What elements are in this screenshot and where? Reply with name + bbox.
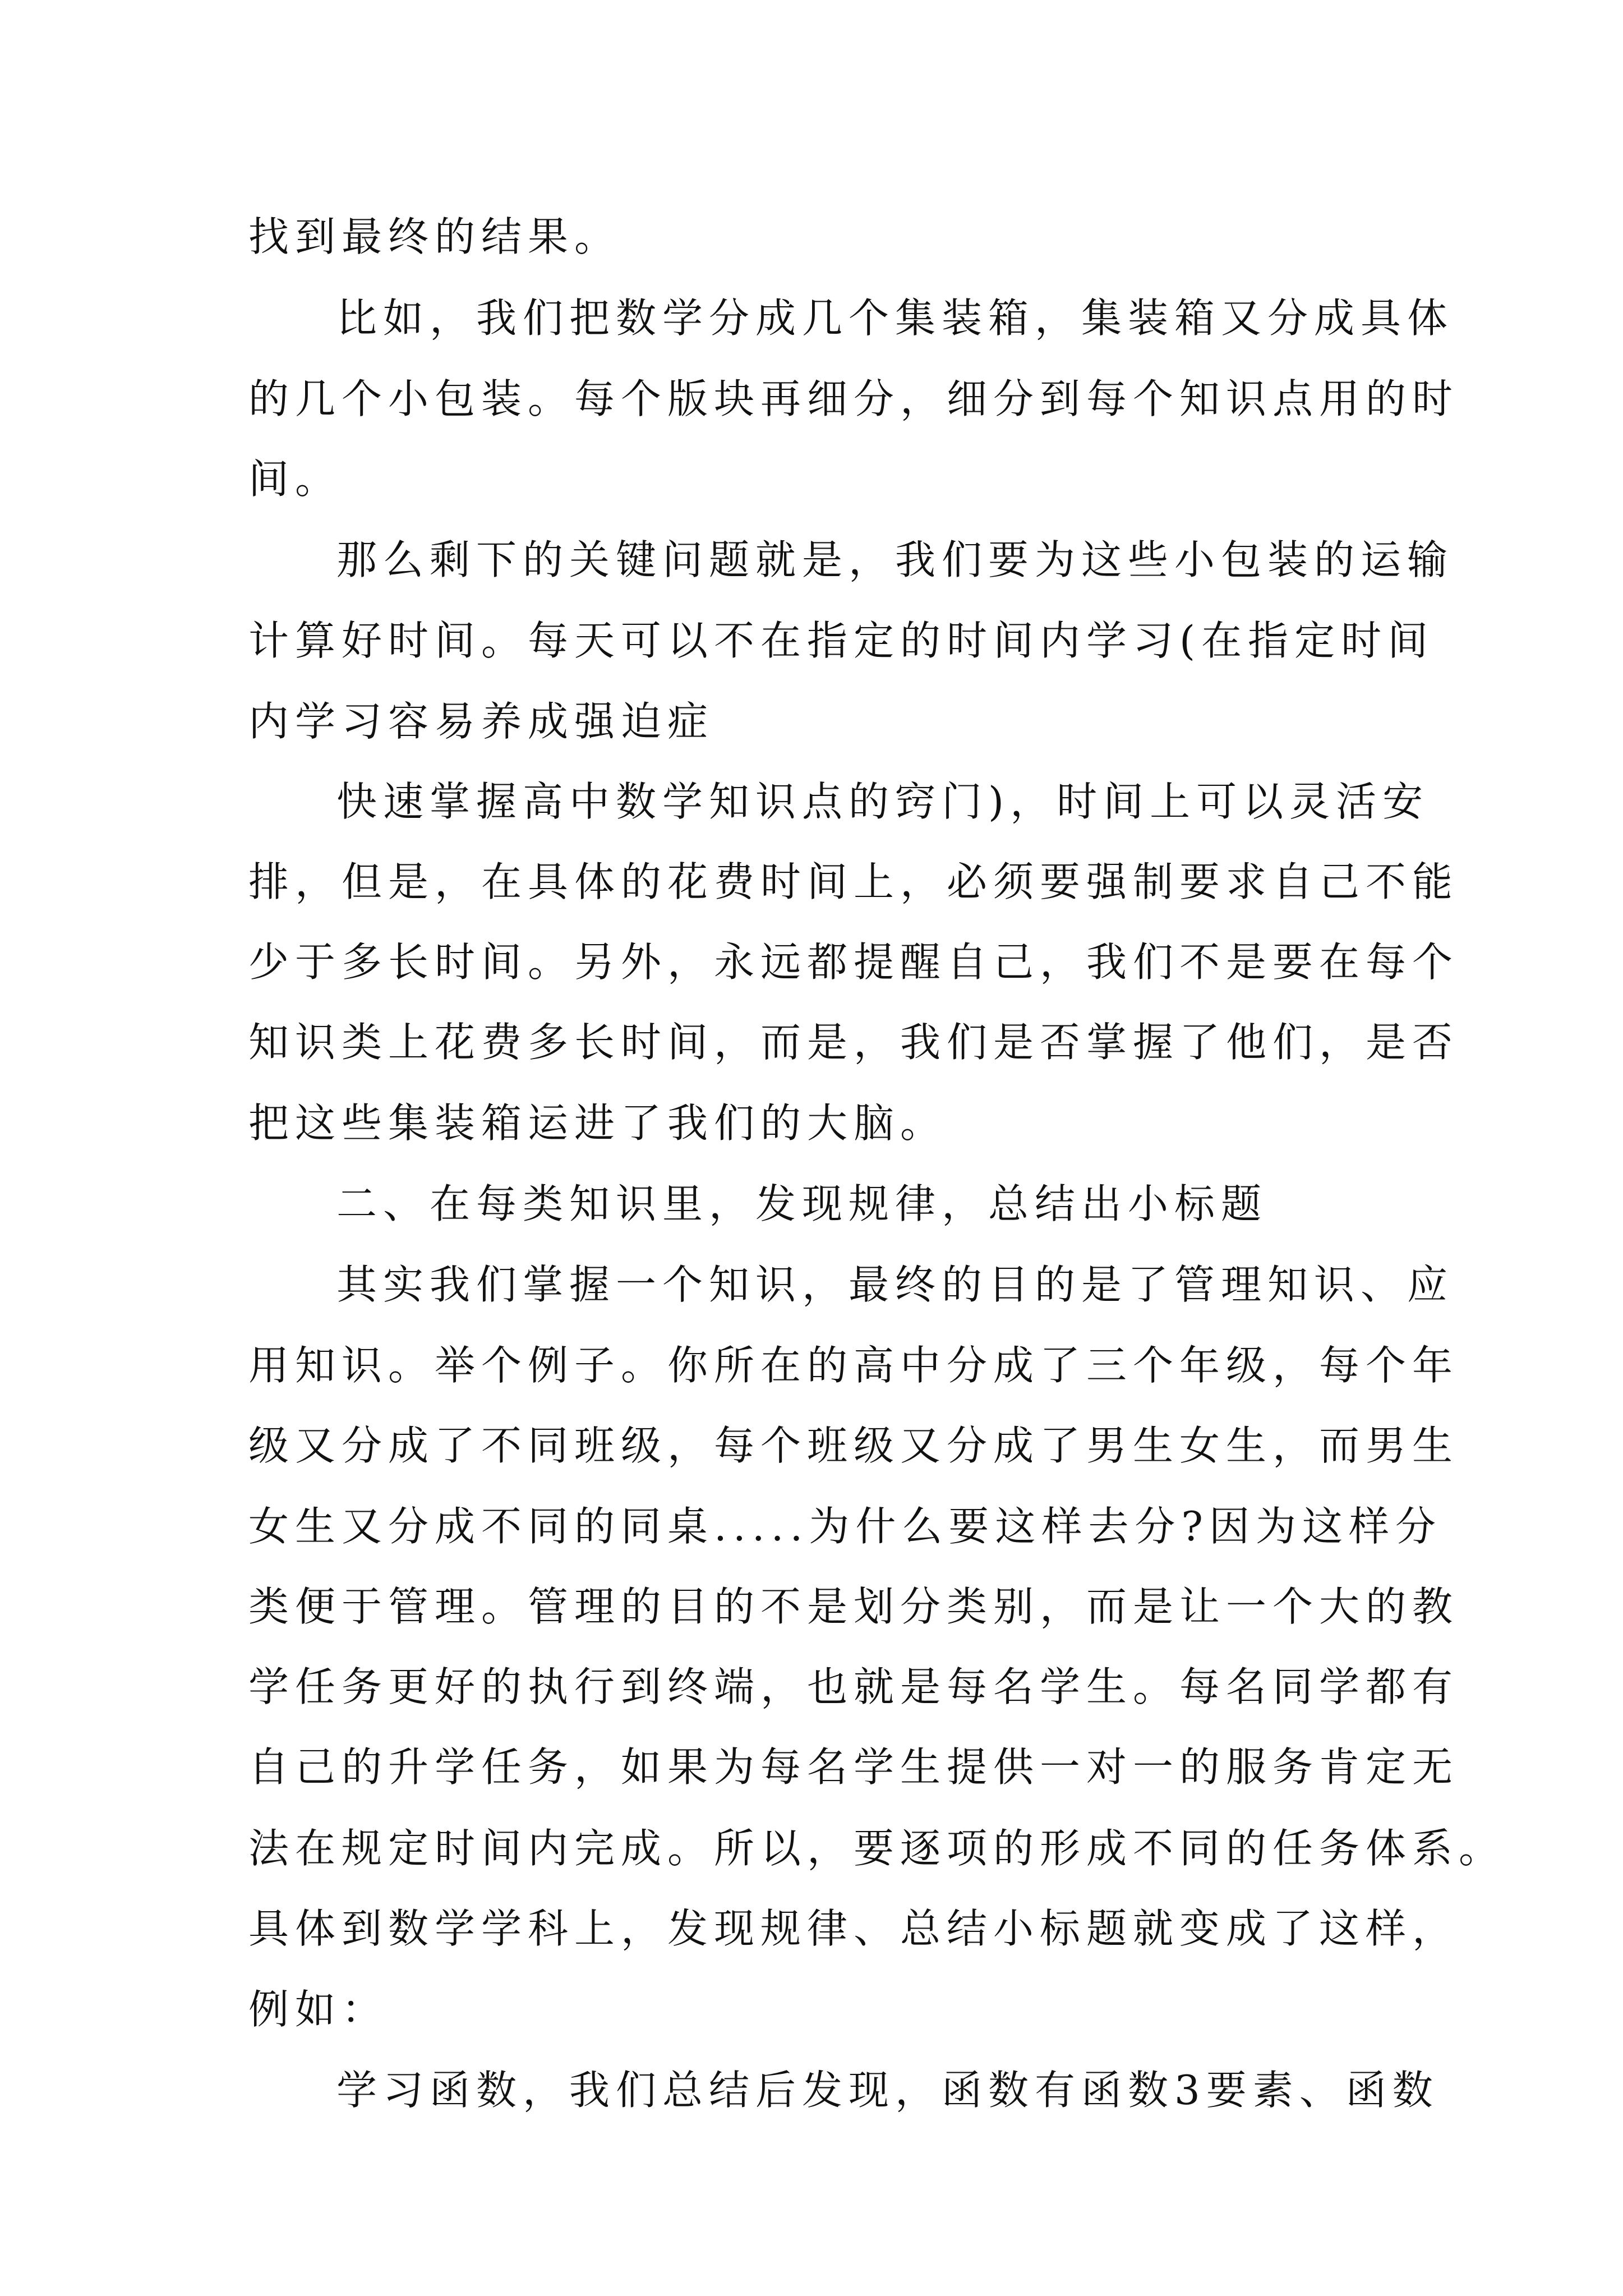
- body-text-line: 那么剩下的关键问题就是，我们要为这些小包装的运输: [336, 536, 1454, 583]
- body-text-line: 比如，我们把数学分成几个集装箱，集装箱又分成具体: [336, 295, 1454, 342]
- section-heading: 二、在每类知识里，发现规律，总结出小标题: [336, 1180, 1268, 1227]
- body-text-line: 的几个小包装。每个版块再细分，细分到每个知识点用的时: [248, 375, 1459, 422]
- body-text-line: 内学习容易养成强迫症: [248, 698, 714, 745]
- body-text-line: 用知识。举个例子。你所在的高中分成了三个年级，每个年: [248, 1342, 1459, 1389]
- body-text-line: 其实我们掌握一个知识，最终的目的是了管理知识、应: [336, 1261, 1454, 1308]
- body-text-line: 计算好时间。每天可以不在指定的时间内学习(在指定时间: [248, 617, 1435, 664]
- body-text-line: 快速掌握高中数学知识点的窍门)，时间上可以灵活安: [336, 778, 1430, 825]
- body-text-line: 知识类上花费多长时间，而是，我们是否掌握了他们，是否: [248, 1019, 1459, 1066]
- body-text-line: 找到最终的结果。: [248, 213, 621, 260]
- body-text-line: 学习函数，我们总结后发现，函数有函数3要素、函数: [336, 2067, 1439, 2114]
- body-text-line: 排，但是，在具体的花费时间上，必须要强制要求自己不能: [248, 858, 1459, 905]
- body-text-line: 级又分成了不同班级，每个班级又分成了男生女生，而男生: [248, 1422, 1459, 1469]
- body-text-line: 学任务更好的执行到终端，也就是每名学生。每名同学都有: [248, 1663, 1459, 1710]
- body-text-line: 例如：: [248, 1986, 389, 2033]
- body-text-line: 间。: [248, 455, 342, 503]
- body-text-line: 自己的升学任务，如果为每名学生提供一对一的服务肯定无: [248, 1743, 1459, 1791]
- body-text-line: 把这些集装箱运进了我们的大脑。: [248, 1099, 947, 1147]
- body-text-line: 女生又分成不同的同桌.....为什么要这样去分?因为这样分: [248, 1503, 1442, 1550]
- body-text-line: 类便于管理。管理的目的不是划分类别，而是让一个大的教: [248, 1583, 1459, 1630]
- body-text-line: 法在规定时间内完成。所以，要逐项的形成不同的任务体系。: [248, 1825, 1506, 1872]
- body-text-line: 少于多长时间。另外，永远都提醒自己，我们不是要在每个: [248, 938, 1459, 986]
- body-text-line: 具体到数学学科上，发现规律、总结小标题就变成了这样，: [248, 1905, 1459, 1952]
